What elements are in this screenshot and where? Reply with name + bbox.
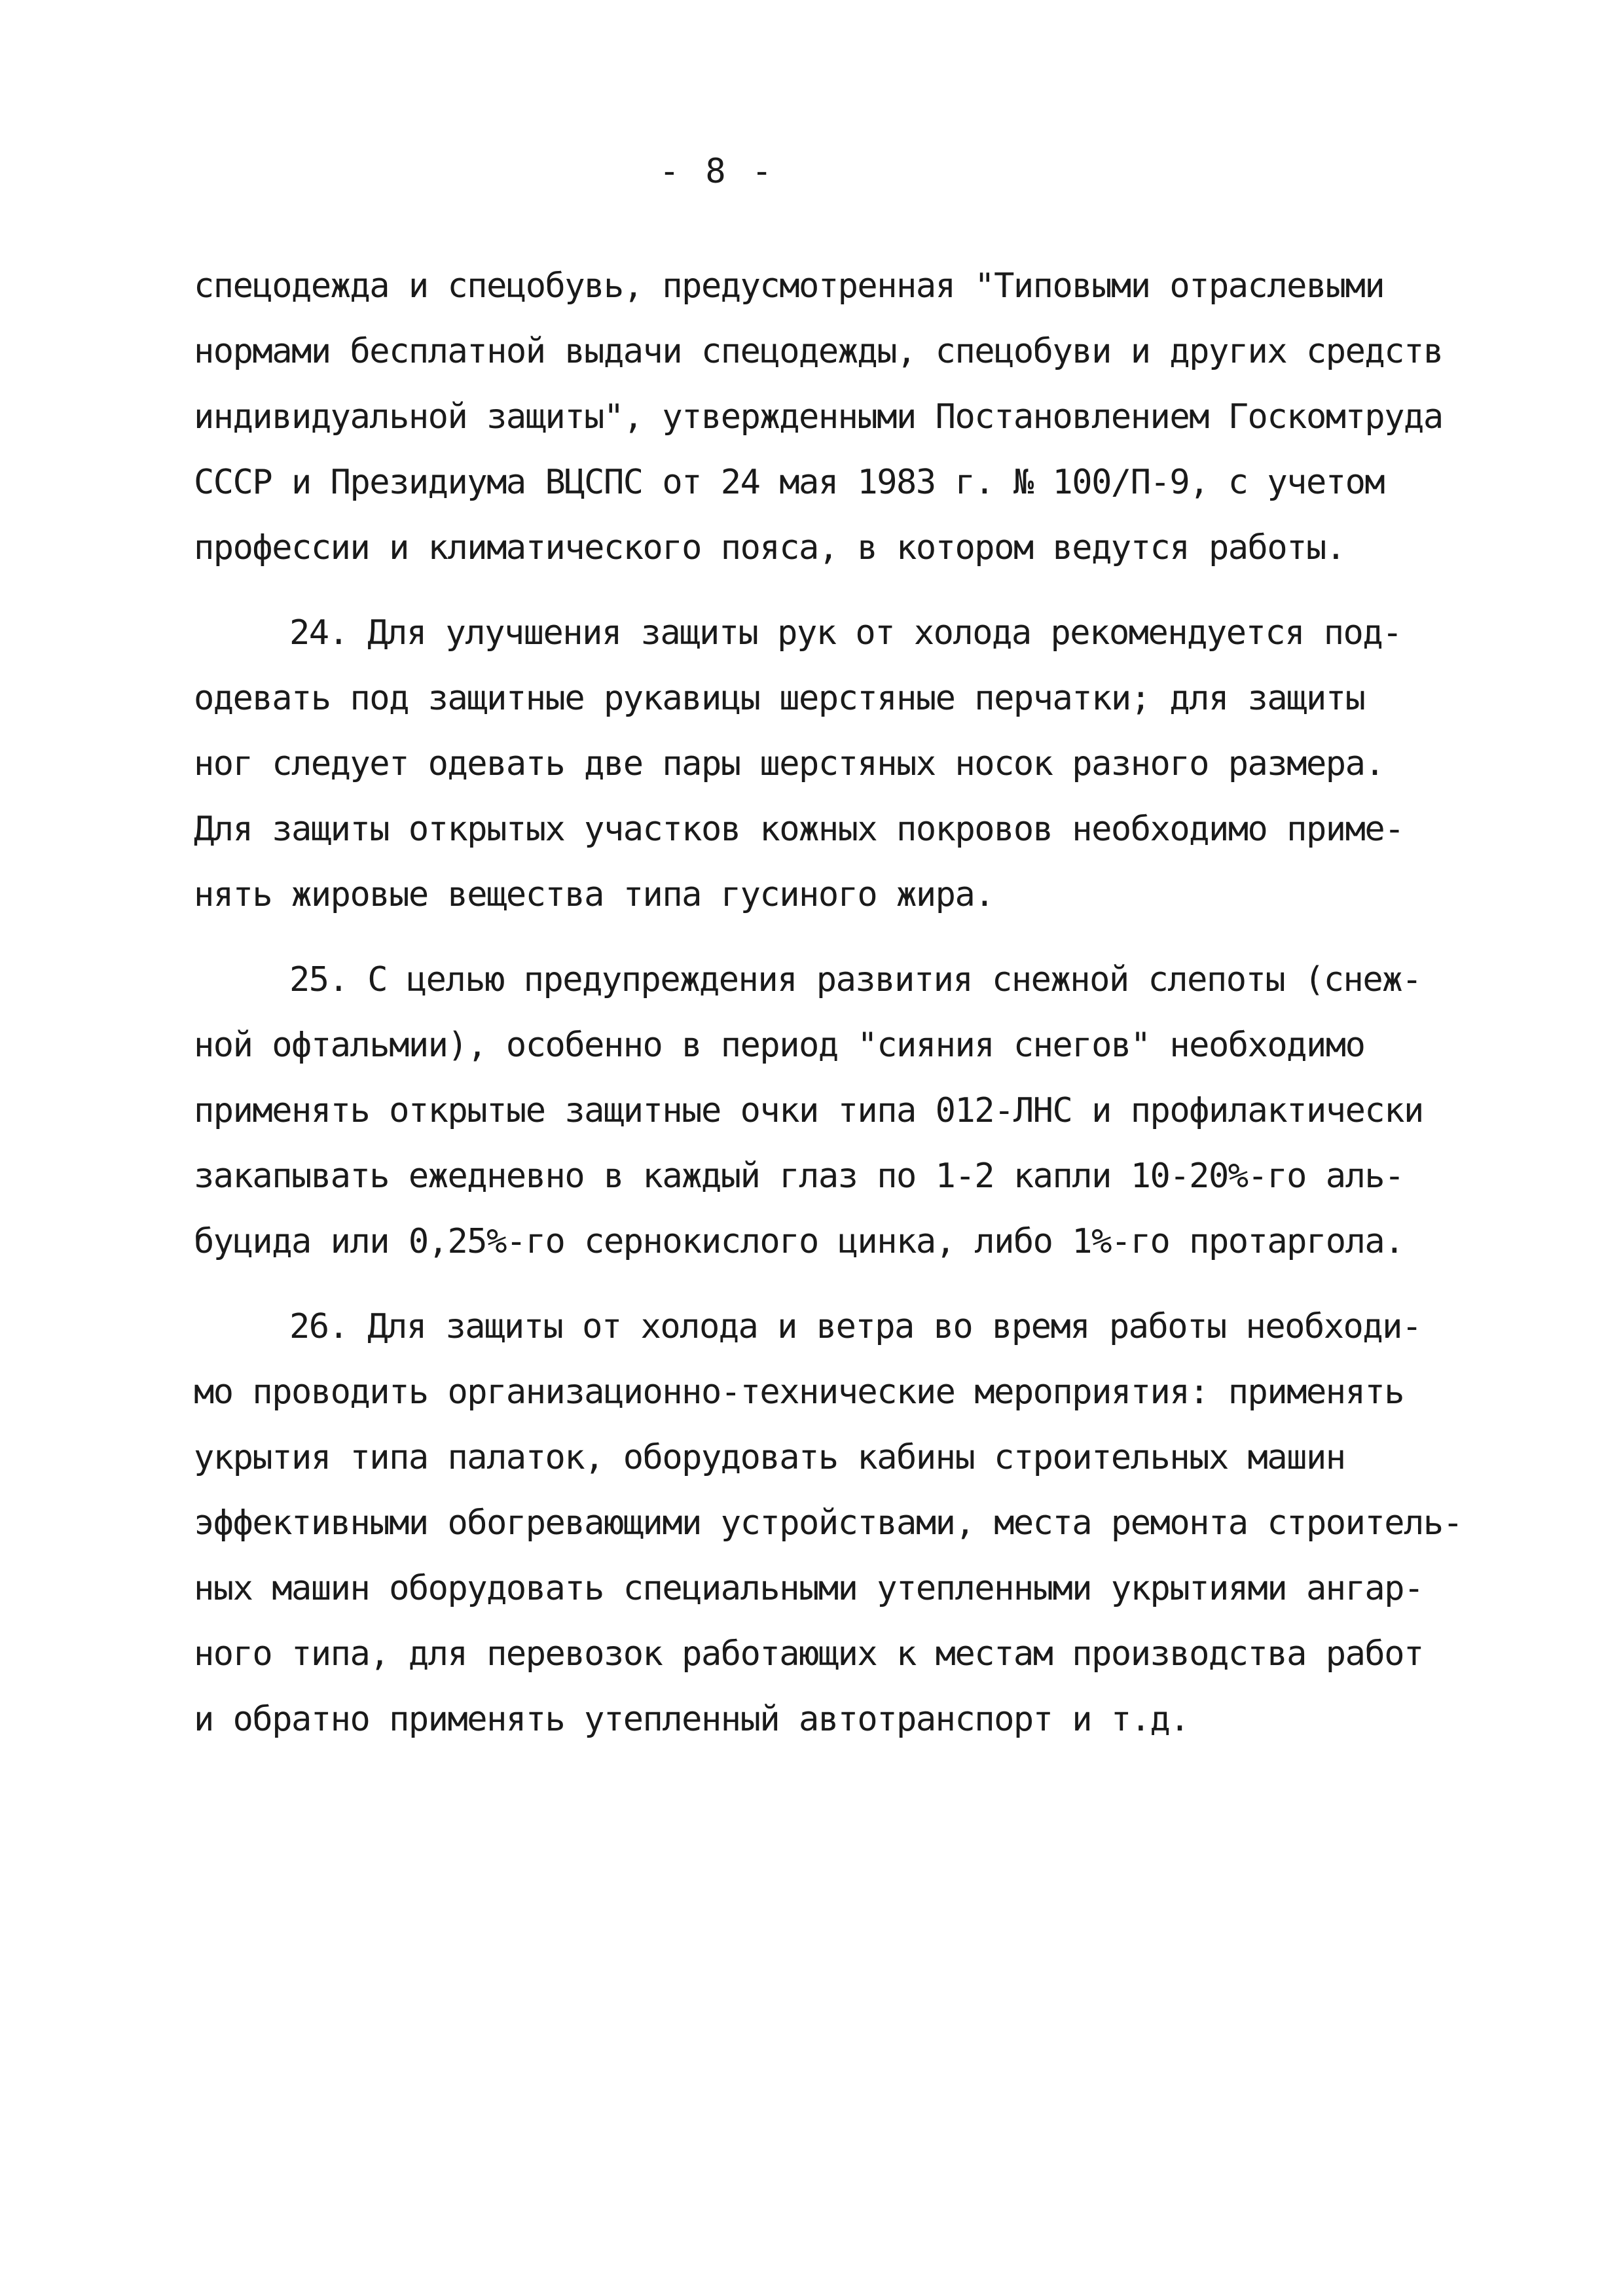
text-line: эффективными обогревающими устройствами, места ремонта строитель- [194,1503,1463,1543]
paragraph-24-first-line: 24. Для улучшения защиты рук от холода рекомендуется под- [289,613,1402,653]
paragraph-26-first-line: 26. Для защиты от холода и ветра во время работы необходи- [289,1307,1421,1346]
paragraph-25-first-line: 25. С целью предупреждения развития снежной слепоты (снеж- [289,960,1421,999]
text-line: индивидуальной защиты", утвержденными Постановлением Госкомтруда [194,397,1443,437]
text-line: СССР и Президиума ВЦСПС от 24 мая 1983 г. № 100/П-9, с учетом [194,463,1385,502]
text-line: ного типа, для перевозок работающих к местам производства работ [194,1634,1423,1674]
text-line: и обратно применять утепленный автотранспорт и т.д. [194,1700,1190,1739]
text-line: спецодежда и спецобувь, предусмотренная "Типовыми отраслевыми [194,266,1385,306]
text-line: ной офтальмии), особенно в период "сияния снегов" необходимо [194,1026,1365,1065]
text-line: ных машин оборудовать специальными утепленными укрытиями ангар- [194,1569,1423,1608]
text-line: ног следует одевать две пары шерстяных носок разного размера. [194,744,1385,783]
page-number: - 8 - [659,152,775,191]
text-line: буцида или 0,25%-го сернокислого цинка, либо 1%-го протаргола. [194,1222,1404,1261]
text-line: одевать под защитные рукавицы шерстяные перчатки; для защиты [194,679,1365,718]
text-line: закапывать ежедневно в каждый глаз по 1-2 капли 10-20%-го аль- [194,1157,1404,1196]
text-line: нять жировые вещества типа гусиного жира. [194,875,994,914]
text-line: применять открытые защитные очки типа 012-ЛНС и профилактически [194,1091,1423,1130]
text-line: Для защиты открытых участков кожных покровов необходимо приме- [194,810,1404,849]
text-line: нормами бесплатной выдачи спецодежды, спецобуви и других средств [194,332,1443,371]
text-line: мо проводить организационно-технические мероприятия: применять [194,1372,1404,1412]
text-line: укрытия типа палаток, оборудовать кабины строительных машин [194,1438,1345,1477]
text-line: профессии и климатического пояса, в котором ведутся работы. [194,528,1345,567]
